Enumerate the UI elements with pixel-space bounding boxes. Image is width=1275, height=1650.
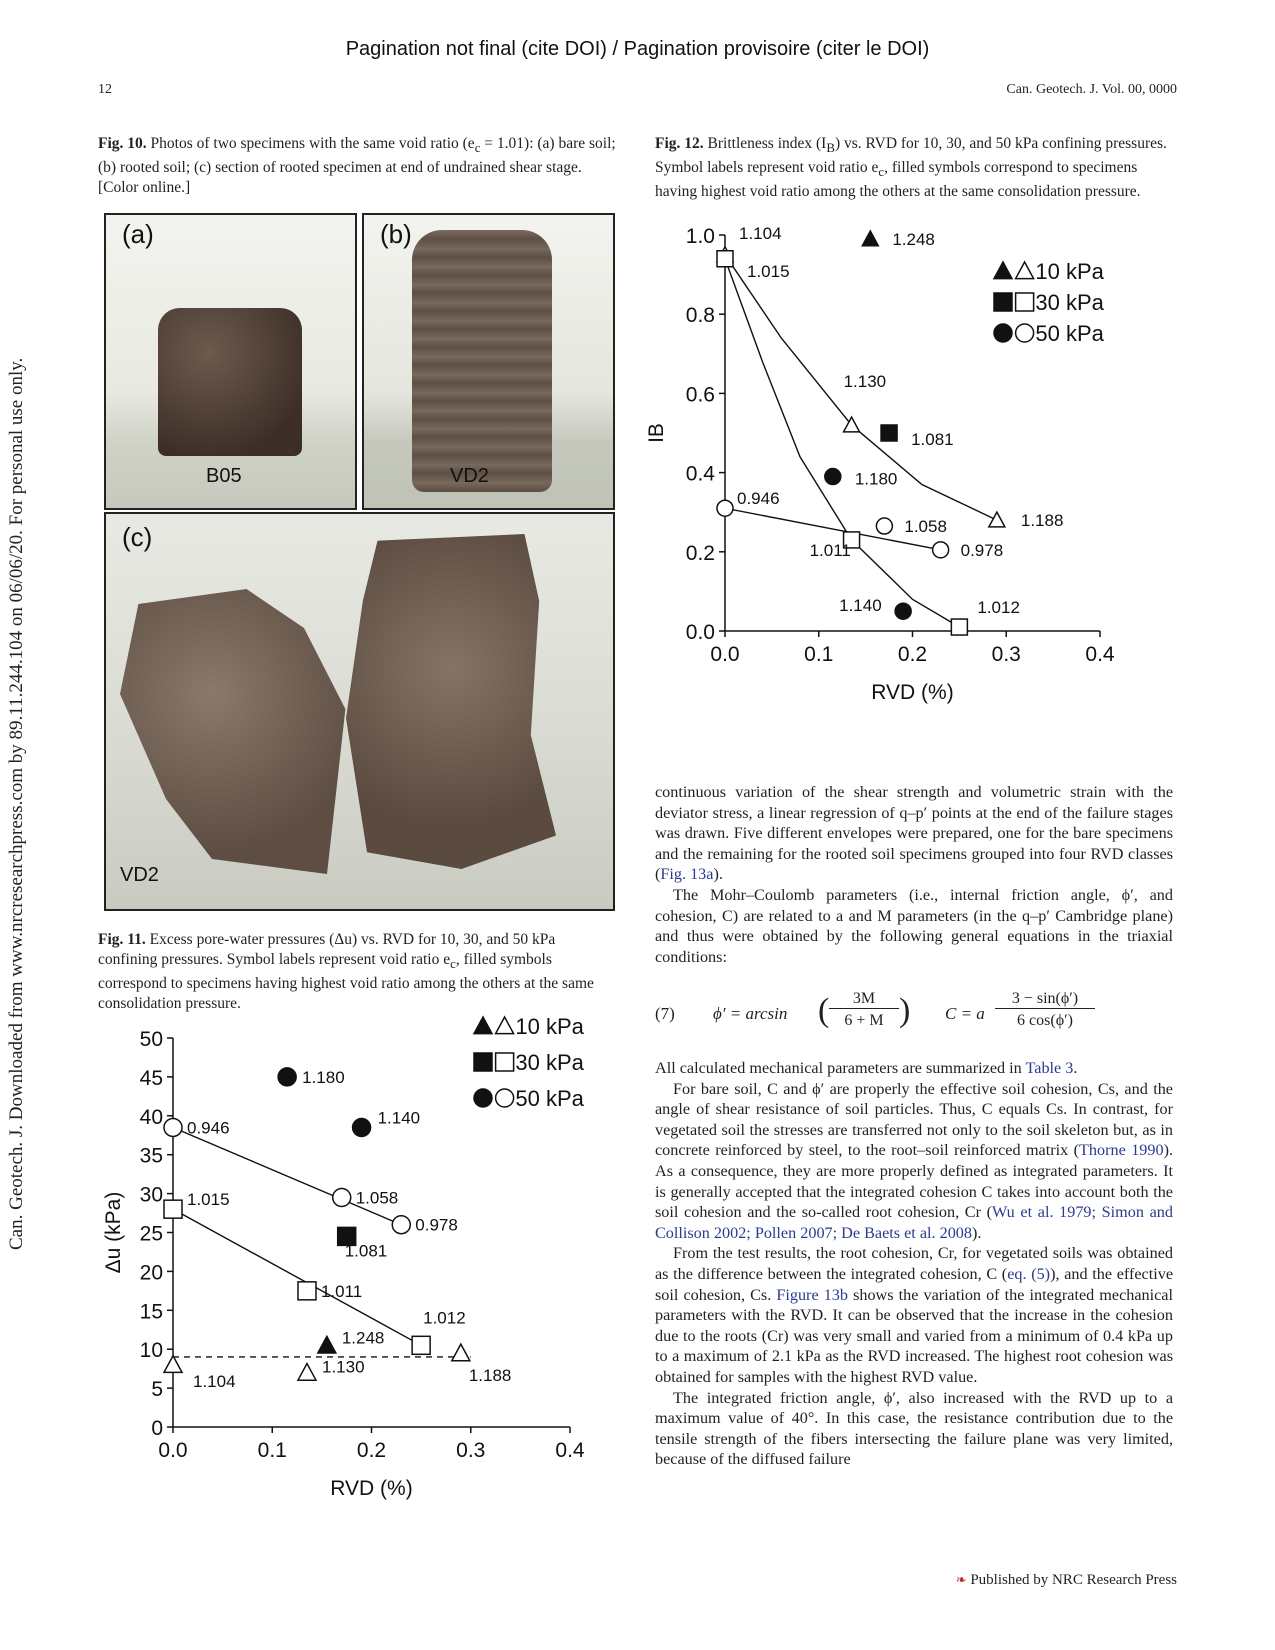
fit-line-30-kPa bbox=[173, 1209, 421, 1348]
data-point-triangle bbox=[862, 231, 878, 246]
x-tick-label: 0.0 bbox=[710, 643, 740, 666]
fig12-chart bbox=[645, 223, 1175, 755]
panel-c-label: (c) bbox=[122, 522, 153, 552]
data-point-triangle bbox=[989, 512, 1005, 527]
fig10-caption-sub: c bbox=[474, 140, 481, 156]
point-label: 1.015 bbox=[747, 261, 790, 281]
body-text-lower bbox=[655, 1058, 1173, 1470]
point-label: 1.012 bbox=[423, 1308, 466, 1328]
fig12-caption-sub: B bbox=[826, 140, 835, 156]
legend-marker-open bbox=[496, 1017, 514, 1034]
eq-number: (7) bbox=[655, 1004, 675, 1023]
paragraph-5: From the test results, the root cohesion, Cr, for vegetated soils was obtained as the difference between the integrated cohesion, C (eq. (5)), and the effective soil cohesion, Cs. Figure 13b shows the variation of the integrated mechanical parameters with the RVD. It can be observed that the increase in the cohesion due to the roots (Cr) was very small and varied from a minimum of 0.4 kPa up to a maximum of 2.1 kPa as the RVD increased. The highest root cohesion was obtained for samples with the highest RVD value. bbox=[655, 1244, 1174, 1386]
point-label: 1.140 bbox=[839, 596, 882, 616]
y-tick-label: 15 bbox=[139, 1300, 163, 1324]
data-point-square bbox=[951, 619, 967, 635]
data-point-triangle bbox=[452, 1344, 470, 1361]
journal-header: Can. Geotech. J. Vol. 00, 0000 bbox=[1006, 82, 1177, 97]
fig11-caption bbox=[98, 930, 616, 1014]
data-point-square bbox=[298, 1282, 316, 1300]
x-tick-label: 0.1 bbox=[804, 643, 834, 666]
data-point-circle bbox=[353, 1118, 371, 1136]
data-point-triangle bbox=[844, 417, 860, 432]
point-label: 1.188 bbox=[468, 1366, 512, 1386]
data-point-square bbox=[717, 251, 733, 267]
legend-marker-open bbox=[496, 1053, 514, 1071]
x-tick-label: 0.0 bbox=[158, 1439, 188, 1462]
y-tick-label: 0.0 bbox=[685, 621, 715, 644]
x-axis-label: RVD (%) bbox=[871, 681, 954, 704]
eq5-link[interactable]: eq. (5) bbox=[1007, 1264, 1051, 1283]
paragraph-6: The integrated friction angle, ϕ′, also increased with the RVD up to a maximum value of 40°. In this case, the resistance contribution due to the tensile strength of the fibers intersecting the failure plane was very limited, because of the diffused failure bbox=[655, 1388, 1173, 1469]
point-label: 1.180 bbox=[302, 1067, 345, 1087]
fig11-caption-rest: , filled symbols correspond to specimens having highest void ratio among the others at the same consolidation pressure. bbox=[98, 951, 594, 1013]
section-right-half bbox=[346, 534, 556, 869]
table3-link[interactable]: Table 3 bbox=[1025, 1059, 1074, 1077]
y-tick-label: 35 bbox=[139, 1144, 163, 1168]
fig12-caption bbox=[655, 134, 1175, 202]
fig12-label: Fig. 12. bbox=[655, 135, 704, 152]
data-point-circle bbox=[717, 500, 733, 516]
data-point-triangle bbox=[164, 1356, 182, 1373]
fig10-caption-rest: = 1.01): (a) bare soil; (b) rooted soil; (c) section of rooted specimen at end of undrained shear stage. [Color online.] bbox=[98, 135, 616, 197]
data-point-circle bbox=[392, 1216, 410, 1234]
fig10-caption-text: Photos of two specimens with the same void ratio (e bbox=[150, 135, 475, 152]
y-tick-label: 0.4 bbox=[685, 462, 715, 486]
paragraph-1: continuous variation of the shear strength and volumetric strain with the deviator stress, a linear regression of q–p′ points at the end of the failure stages was drawn. Five different envelopes were prepared, one for the bare specimens and the remaining for the rooted soil specimens grouped into four RVD classes (Fig. 13a). bbox=[655, 783, 1173, 884]
point-label: 1.081 bbox=[911, 430, 954, 449]
point-label: 1.015 bbox=[187, 1190, 230, 1210]
legend-label: 30 kPa bbox=[1035, 290, 1104, 315]
eq-phi-numerator: 3M bbox=[829, 990, 899, 1009]
y-tick-label: 25 bbox=[139, 1222, 163, 1246]
panel-b-label: (b) bbox=[380, 219, 412, 249]
eq-c: C = a bbox=[945, 1004, 985, 1023]
point-label: 1.180 bbox=[854, 469, 898, 489]
y-axis-label: IB bbox=[645, 423, 668, 443]
nrc-leaf-icon: ❧ bbox=[955, 1572, 967, 1587]
specimen-label-a: B05 bbox=[206, 465, 242, 487]
legend-marker-filled bbox=[994, 262, 1012, 279]
point-label: 1.011 bbox=[809, 540, 851, 560]
data-point-square bbox=[164, 1200, 182, 1218]
x-tick-label: 0.2 bbox=[897, 643, 928, 666]
x-tick-label: 0.3 bbox=[456, 1439, 486, 1462]
eq-c-numerator: 3 − sin(ϕ′) bbox=[995, 990, 1095, 1009]
y-tick-label: 40 bbox=[139, 1105, 163, 1129]
data-point-triangle bbox=[318, 1336, 336, 1353]
data-point-circle bbox=[164, 1118, 182, 1136]
y-tick-label: 0.6 bbox=[685, 383, 715, 407]
y-tick-label: 1.0 bbox=[685, 225, 715, 248]
point-label: 1.104 bbox=[193, 1371, 236, 1391]
legend-marker-open bbox=[1016, 262, 1034, 279]
point-label: 1.248 bbox=[892, 229, 935, 249]
legend-label: 50 kPa bbox=[515, 1086, 584, 1111]
download-side-note: Can. Geotech. J. Downloaded from www.nrcresearchpress.com by 89.11.244.104 on 06/06/20. For personal use only. bbox=[6, 357, 27, 1250]
x-tick-label: 0.2 bbox=[356, 1439, 387, 1462]
point-label: 1.130 bbox=[843, 372, 887, 392]
specimen-label-b: VD2 bbox=[450, 465, 489, 487]
point-label: 1.058 bbox=[904, 517, 947, 537]
legend-label: 10 kPa bbox=[515, 1014, 584, 1039]
fig13a-link[interactable]: Fig. 13a bbox=[660, 865, 714, 884]
specimen-label-c: VD2 bbox=[120, 864, 159, 886]
y-axis-label: Δu (kPa) bbox=[102, 1191, 125, 1274]
photo-panel-a bbox=[104, 213, 357, 510]
point-label: 1.012 bbox=[977, 598, 1020, 618]
fig12-caption-rest: , filled symbols correspond to specimens having highest void ratio among the others at the same consolidation pressure. bbox=[655, 159, 1141, 201]
eq-paren-left: ( bbox=[818, 992, 830, 1029]
point-label: 0.946 bbox=[187, 1118, 230, 1138]
point-label: 1.104 bbox=[739, 223, 782, 243]
body-text-upper bbox=[655, 782, 1173, 967]
legend-label: 50 kPa bbox=[1035, 321, 1104, 346]
legend-label: 10 kPa bbox=[1035, 259, 1104, 284]
point-label: 1.248 bbox=[341, 1328, 385, 1348]
point-label: 0.978 bbox=[415, 1215, 458, 1235]
photo-panel-c bbox=[104, 512, 615, 911]
photo-panel-b bbox=[362, 213, 615, 510]
fig13b-link[interactable]: Figure 13b bbox=[776, 1285, 848, 1304]
legend-marker-filled bbox=[994, 324, 1012, 342]
data-point-triangle bbox=[298, 1364, 316, 1381]
page-number: 12 bbox=[98, 82, 112, 97]
legend-marker-filled bbox=[474, 1017, 492, 1034]
footer-text: Published by NRC Research Press bbox=[970, 1572, 1177, 1588]
bare-soil-specimen bbox=[158, 308, 302, 456]
y-tick-label: 50 bbox=[139, 1028, 163, 1051]
citations-link[interactable]: Wu et al. 1979; Simon and Collison 2002; Pollen 2007; De Baets et al. 2008 bbox=[655, 1203, 1173, 1242]
eq-c-denominator: 6 cos(ϕ′) bbox=[1017, 1012, 1073, 1029]
y-tick-label: 0.8 bbox=[685, 304, 715, 328]
point-label: 1.058 bbox=[355, 1188, 399, 1208]
section-left-half bbox=[120, 574, 350, 874]
point-label: 1.130 bbox=[321, 1357, 365, 1377]
x-tick-label: 0.4 bbox=[1085, 643, 1115, 666]
x-axis-label: RVD (%) bbox=[330, 1477, 413, 1500]
data-point-circle bbox=[876, 518, 892, 534]
point-label: 1.188 bbox=[1020, 511, 1064, 531]
y-tick-label: 0.2 bbox=[685, 541, 715, 565]
legend-marker-filled bbox=[474, 1053, 492, 1071]
thorne-link[interactable]: Thorne 1990 bbox=[1079, 1141, 1164, 1160]
legend-marker-filled bbox=[994, 293, 1012, 311]
data-point-circle bbox=[333, 1188, 351, 1206]
paragraph-2: The Mohr–Coulomb parameters (i.e., internal friction angle, ϕ′, and cohesion, C) are related to a and M parameters (in the q–p′ Cambridge plane) and thus were obtained by the following general equations in the triaxial conditions: bbox=[655, 885, 1173, 966]
eq-phi-denominator: 6 + M bbox=[844, 1012, 884, 1029]
panel-a-label: (a) bbox=[122, 219, 154, 249]
point-label: 1.081 bbox=[344, 1241, 388, 1261]
data-point-circle bbox=[895, 603, 911, 619]
fig10-caption bbox=[98, 134, 616, 198]
legend-marker-open bbox=[1016, 293, 1034, 311]
y-tick-label: 10 bbox=[139, 1339, 163, 1363]
data-point-circle bbox=[278, 1068, 296, 1086]
legend-label: 30 kPa bbox=[515, 1050, 584, 1075]
publisher-footer bbox=[956, 1572, 1177, 1589]
fig12-caption-sub2: c bbox=[878, 164, 885, 180]
eq-phi: ϕ′ = arcsin bbox=[713, 1004, 788, 1023]
y-tick-label: 20 bbox=[139, 1261, 163, 1285]
equation-7 bbox=[655, 990, 1173, 1040]
legend-marker-filled bbox=[474, 1089, 492, 1107]
x-tick-label: 0.3 bbox=[991, 643, 1021, 666]
point-label: 1.011 bbox=[320, 1281, 363, 1301]
paragraph-3: All calculated mechanical parameters are summarized in Table 3. bbox=[655, 1059, 1078, 1077]
data-point-square bbox=[412, 1336, 430, 1354]
legend-marker-open bbox=[1016, 324, 1034, 342]
point-label: 0.978 bbox=[960, 540, 1004, 560]
fig11-chart bbox=[98, 1014, 628, 1520]
data-point-circle bbox=[933, 542, 949, 558]
data-point-square bbox=[881, 425, 897, 441]
y-tick-label: 5 bbox=[151, 1378, 163, 1402]
fig12-caption-text: Brittleness index (I bbox=[707, 135, 827, 152]
x-tick-label: 0.4 bbox=[555, 1439, 585, 1462]
eq-paren-right: ) bbox=[899, 992, 911, 1029]
point-label: 0.946 bbox=[737, 489, 780, 509]
y-tick-label: 45 bbox=[139, 1066, 163, 1090]
fig10-label: Fig. 10. bbox=[98, 135, 147, 152]
fig11-caption-sub: c bbox=[450, 956, 456, 972]
y-tick-label: 30 bbox=[139, 1183, 163, 1207]
pagination-banner: Pagination not final (cite DOI) / Pagination provisoire (citer le DOI) bbox=[345, 38, 930, 60]
legend-marker-open bbox=[496, 1089, 514, 1107]
y-tick-label: 0 bbox=[151, 1417, 163, 1440]
fig11-caption-text: Excess pore-water pressures (Δu) vs. RVD for 10, 30, and 50 kPa confining pressures. Symbol labels represent void ratio e bbox=[98, 931, 556, 968]
fit-line-50-kPa bbox=[173, 1127, 401, 1224]
fig11-label: Fig. 11. bbox=[98, 931, 146, 948]
x-tick-label: 0.1 bbox=[257, 1439, 287, 1462]
point-label: 1.140 bbox=[377, 1108, 421, 1128]
data-point-circle bbox=[825, 469, 841, 485]
fig12-caption-mid: ) vs. RVD for 10, 30, and 50 kPa confining pressures. Symbol labels represent void ratio e bbox=[655, 135, 1167, 177]
rooted-soil-specimen bbox=[412, 230, 552, 492]
paragraph-4: For bare soil, C and ϕ′ are properly the effective soil cohesion, Cs, and the angle of shear resistance of soil particles. Thus, C equals Cs. In contrast, for vegetated soil the stresses are transferred not only to the soil skeleton but, as in concrete reinforced by steel, to the root–soil reinforced matrix (Thorne 1990). As a consequence, they are more properly defined as integrated parameters. It is generally accepted that the integrated cohesion C takes into account both the soil cohesion and the so-called root cohesion, Cr (Wu et al. 1979; Simon and Collison 2002; Pollen 2007; De Baets et al. 2008). bbox=[655, 1079, 1174, 1242]
